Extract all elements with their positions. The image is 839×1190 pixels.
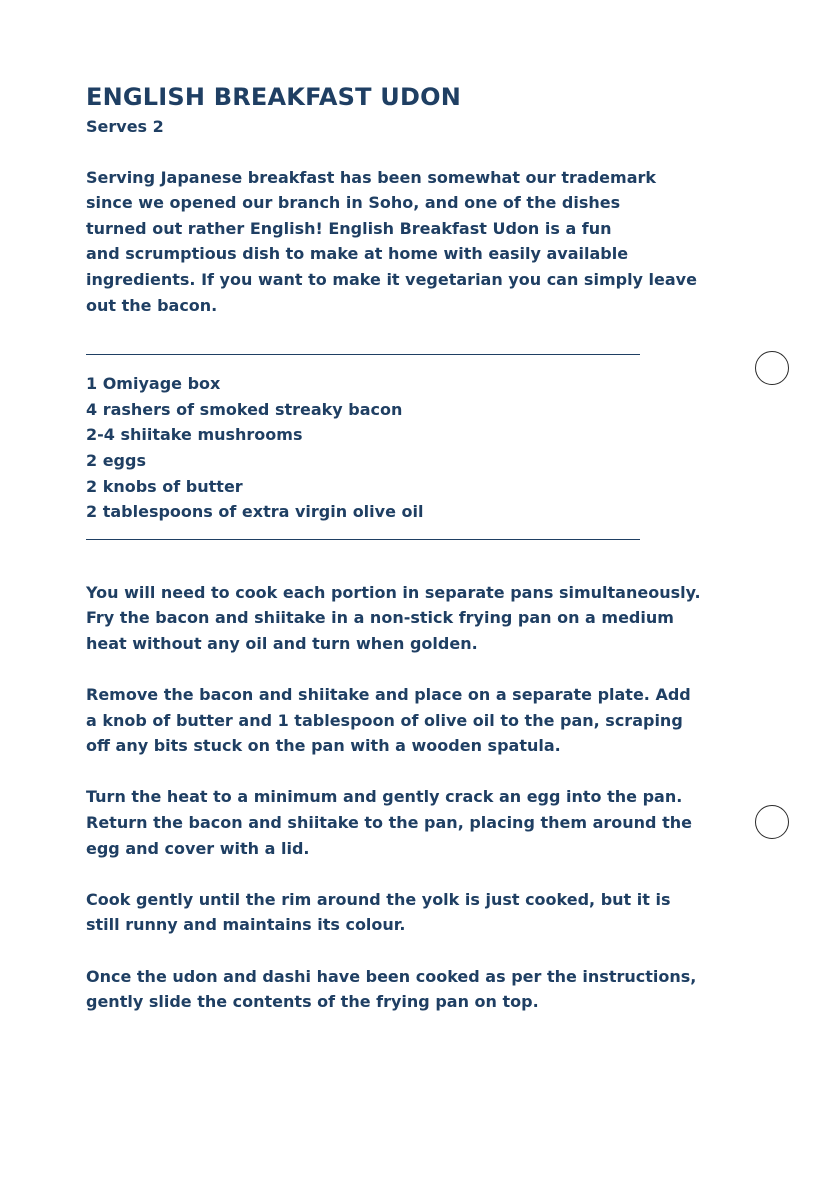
intro-line: turned out rather English! English Breakfast Udon is a fun <box>86 218 612 238</box>
method-step-2 <box>86 682 691 759</box>
step-line: a knob of butter and 1 tablespoon of olive oil to the pan, scraping <box>86 710 683 730</box>
step-line: Once the udon and dashi have been cooked as per the instructions, <box>86 966 697 986</box>
binder-hole-icon <box>755 351 789 385</box>
ingredient-item: 2 eggs <box>86 450 146 470</box>
method-step-1 <box>86 580 701 657</box>
method-section <box>86 580 701 1015</box>
step-line: Return the bacon and shiitake to the pan, placing them around the <box>86 813 692 833</box>
method-step-4 <box>86 887 671 938</box>
intro-line: since we opened our branch in Soho, and one of the dishes <box>86 193 621 213</box>
recipe-content <box>86 80 701 1040</box>
step-line: Remove the bacon and shiitake and place on a separate plate. Add <box>86 685 691 705</box>
step-line: egg and cover with a lid. <box>86 838 310 858</box>
intro-line: and scrumptious dish to make at home with easily available <box>86 244 629 264</box>
ingredients-bottom-divider <box>86 539 640 540</box>
intro-line: ingredients. If you want to make it vegetarian you can simply leave <box>86 269 697 289</box>
step-line: Fry the bacon and shiitake in a non-stick frying pan on a medium <box>86 608 674 628</box>
ingredient-item: 4 rashers of smoked streaky bacon <box>86 399 403 419</box>
step-line: Cook gently until the rim around the yolk is just cooked, but it is <box>86 889 671 909</box>
step-line: gently slide the contents of the frying pan on top. <box>86 992 539 1012</box>
ingredient-item: 2-4 shiitake mushrooms <box>86 425 303 445</box>
step-line: Turn the heat to a minimum and gently crack an egg into the pan. <box>86 787 683 807</box>
ingredient-item: 1 Omiyage box <box>86 374 221 394</box>
binder-hole-icon <box>755 805 789 839</box>
intro-line: Serving Japanese breakfast has been somewhat our trademark <box>86 167 657 187</box>
ingredient-item: 2 tablespoons of extra virgin olive oil <box>86 502 424 522</box>
recipe-title: ENGLISH BREAKFAST UDON <box>86 83 461 111</box>
ingredient-item: 2 knobs of butter <box>86 476 243 496</box>
step-line: still runny and maintains its colour. <box>86 915 406 935</box>
recipe-intro <box>86 165 697 319</box>
serves-label: Serves 2 <box>86 117 164 136</box>
step-line: heat without any oil and turn when golden. <box>86 633 478 653</box>
ingredients-list <box>86 355 642 539</box>
intro-line: out the bacon. <box>86 295 218 315</box>
step-line: off any bits stuck on the pan with a wooden spatula. <box>86 736 561 756</box>
method-step-5 <box>86 964 697 1015</box>
method-step-3 <box>86 784 692 861</box>
step-line: You will need to cook each portion in separate pans simultaneously. <box>86 582 701 602</box>
